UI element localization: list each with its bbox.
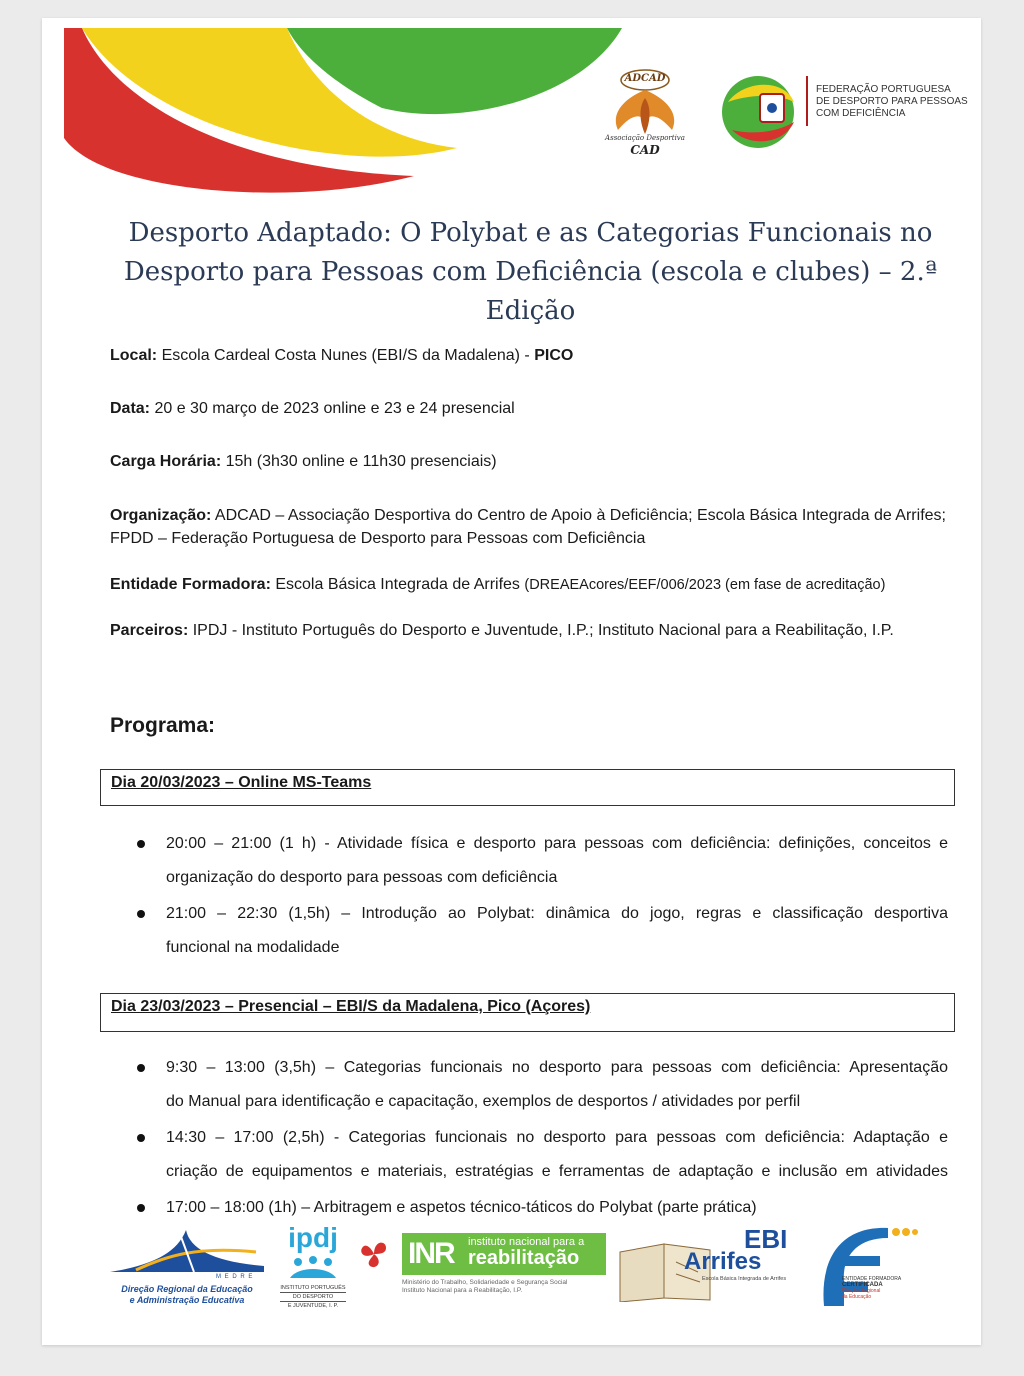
item-line: 20:00 – 21:00 (1 h) - Atividade física e desporto para pessoas com deficiência: definições, conceitos e [166, 835, 948, 852]
entidade-value: Escola Básica Integrada de Arrifes [270, 576, 525, 593]
item-line: funcional na modalidade [166, 939, 340, 956]
ipdj-name [280, 1284, 346, 1310]
cert-line2: CERTIFICADA [842, 1282, 883, 1288]
cert-line3: Direção Regional [842, 1288, 881, 1294]
ipdj-logo [280, 1222, 346, 1314]
dre-line2: e Administração Educativa [129, 1295, 245, 1305]
day1-title: Dia 20/03/2023 – Online MS-Teams [111, 774, 372, 791]
cert-line4: da Educação [842, 1294, 872, 1300]
entidade-label: Entidade Formadora: [110, 576, 271, 593]
day2-item-3 [166, 1191, 948, 1225]
arrifes-text: Arrifes [684, 1248, 762, 1275]
inr-line2: reabilitação [468, 1247, 580, 1269]
header-swoosh-graphic [42, 18, 642, 203]
dre-line1: Direção Regional da Educação [121, 1284, 253, 1294]
fpdd-divider [806, 76, 808, 126]
bullet-icon [137, 1064, 145, 1072]
local-value: Escola Cardeal Costa Nunes (EBI/S da Madalena) - [157, 347, 535, 364]
dre-tag: M E D R E [216, 1274, 254, 1280]
parceiros-value: IPDJ - Instituto Português do Desporto e Juventude, I.P.; Instituto Nacional para a Reabilitação, I.P. [188, 622, 894, 639]
info-local [110, 344, 960, 367]
document-page [42, 18, 981, 1345]
title-line2: Desporto para Pessoas com Deficiência (escola e clubes) – 2.ª [123, 257, 938, 287]
azores-emblem [354, 1234, 394, 1274]
info-carga [110, 450, 960, 473]
carga-label: Carga Horária: [110, 453, 222, 470]
fpdd-line3: COM DEFICIÊNCIA [816, 108, 906, 119]
item-line: 21:00 – 22:30 (1,5h) – Introdução ao Polybat: dinâmica do jogo, regras e classificação desportiva [166, 905, 948, 922]
inr-ministry [402, 1279, 568, 1295]
fpdd-line2: DE DESPORTO PARA PESSOAS [816, 96, 968, 107]
fpdd-logo [714, 72, 979, 152]
day2-item-2 [166, 1121, 948, 1189]
dre-logo [106, 1226, 268, 1308]
dre-name [106, 1284, 268, 1306]
item-line: 17:00 – 18:00 (1h) – Arbitragem e aspetos técnico-táticos do Polybat (parte prática) [166, 1199, 757, 1216]
inr-sub2: Instituto Nacional para a Reabilitação, I.P. [402, 1287, 523, 1294]
bullet-icon [137, 1204, 145, 1212]
local-island: PICO [534, 347, 574, 364]
adcad-badge-text: ADCAD [624, 73, 666, 84]
inr-sub1: Ministério do Trabalho, Solidariedade e Segurança Social [402, 1279, 568, 1286]
bullet-icon [137, 1134, 145, 1142]
data-label: Data: [110, 400, 151, 417]
info-organizacao [110, 504, 960, 550]
certified-entity-logo [818, 1222, 918, 1308]
ebi-text: EBI [744, 1224, 788, 1254]
local-label: Local: [110, 347, 158, 364]
adcad-cad-text: CAD [630, 143, 660, 157]
dre-wave-icon [106, 1226, 268, 1278]
day2-box [100, 993, 955, 1032]
day1-item-1 [166, 827, 948, 895]
parceiros-label: Parceiros: [110, 622, 189, 639]
ebi-subtitle: Escola Básica Integrada de Arrifes [702, 1276, 787, 1282]
adcad-logo [600, 68, 690, 158]
entidade-code: (DREAEAcores/EEF/006/2023 (em fase de acreditação) [524, 577, 886, 593]
item-line: 9:30 – 13:00 (3,5h) – Categorias funcionais no desporto para pessoas com deficiência: Apresentação [166, 1059, 948, 1076]
ipdj-logotype: ipdj [288, 1222, 338, 1253]
cert-line1: ENTIDADE FORMADORA [842, 1276, 902, 1282]
triskelion-icon [354, 1234, 394, 1274]
info-data [110, 397, 960, 420]
ipdj-line3: E JUVENTUDE, I. P. [287, 1303, 339, 1309]
bullet-icon [137, 910, 145, 918]
item-line: do Manual para identificação e capacitação, exemplos de desportos / atividades por perfil [166, 1093, 801, 1110]
day1-item-2 [166, 897, 948, 965]
fpdd-emblem-icon [714, 72, 804, 152]
item-line: criação de equipamentos e materiais, estratégias e ferramentas de adaptação e inclusão em atividades [166, 1163, 948, 1180]
inr-logo [402, 1233, 606, 1303]
inr-mark: INR [408, 1237, 454, 1270]
data-value: 20 e 30 março de 2023 online e 23 e 24 presencial [150, 400, 515, 417]
fpdd-name [816, 84, 968, 120]
ipdj-people-icon [288, 1256, 338, 1280]
title-line1: Desporto Adaptado: O Polybat e as Categorias Funcionais no [128, 218, 933, 248]
info-parceiros [110, 619, 960, 642]
day2-title: Dia 23/03/2023 – Presencial – EBI/S da Madalena, Pico (Açores) [111, 998, 591, 1015]
carga-value: 15h (3h30 online e 11h30 presenciais) [221, 453, 497, 470]
item-line: 14:30 – 17:00 (2,5h) - Categorias funcionais no desporto para pessoas com deficiência: Adaptação e [166, 1129, 948, 1146]
item-line: organização do desporto para pessoas com deficiência [166, 869, 558, 886]
document-title [112, 214, 949, 331]
adcad-subtitle: Associação Desportiva [605, 134, 685, 142]
org-value: ADCAD – Associação Desportiva do Centro de Apoio à Deficiência; Escola Básica Integrada de Arrifes; FPDD – Federação Portuguesa de Desporto para Pessoas com Deficiência [110, 507, 946, 547]
org-label: Organização: [110, 507, 212, 524]
day1-box [100, 769, 955, 806]
title-line3: Edição [485, 296, 576, 326]
day2-item-1 [166, 1051, 948, 1119]
cert-text [842, 1276, 901, 1300]
info-entidade [110, 573, 960, 597]
inr-line1: instituto nacional para a [468, 1236, 585, 1248]
ebi-arrifes-logo [616, 1224, 808, 1304]
fpdd-line1: FEDERAÇÃO PORTUGUESA [816, 84, 951, 95]
bullet-icon [137, 840, 145, 848]
programa-heading: Programa: [110, 714, 216, 737]
ipdj-line2: DO DESPORTO [280, 1293, 346, 1302]
ipdj-line1: INSTITUTO PORTUGUÊS [280, 1285, 346, 1291]
